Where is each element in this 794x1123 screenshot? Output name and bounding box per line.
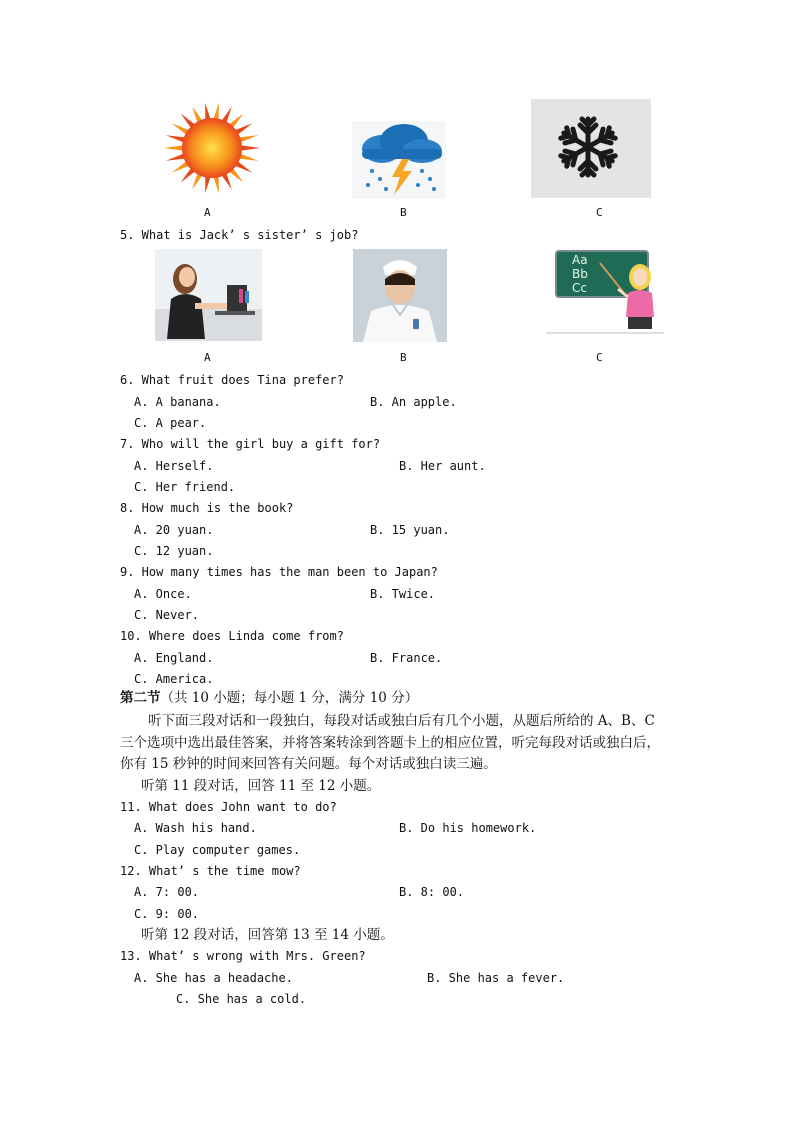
section-2-instructions-1: 听下面三段对话和一段独白，每段对话或独白后有几个小题，从题后所给的 A、B、C	[148, 713, 655, 729]
q7-option-b: B. Her aunt.	[399, 459, 486, 473]
question-11: 11. What does John want to do?	[120, 800, 337, 814]
job-label-a: A	[204, 351, 211, 364]
thunderstorm-picture	[352, 121, 446, 199]
question-5: 5. What is Jack’ s sister’ s job?	[120, 228, 359, 242]
section-2-instructions-2: 三个选项中选出最佳答案，并将答案转涂到答题卡上的相应位置，听完每段对话或独白后，	[120, 735, 660, 751]
q13-option-b: B. She has a fever.	[427, 971, 565, 985]
q7-option-c: C. Her friend.	[134, 480, 236, 494]
q8-option-a: A. 20 yuan.	[134, 523, 214, 537]
sun-picture	[150, 98, 274, 198]
q12-option-b: B. 8: 00.	[399, 885, 465, 899]
nurse-picture	[353, 249, 447, 342]
sun-ray	[240, 145, 260, 151]
question-6: 6. What fruit does Tina prefer?	[120, 373, 344, 387]
board-text-cc: Cc	[572, 281, 587, 295]
question-7: 7. Who will the girl buy a gift for?	[120, 437, 381, 451]
weather-label-c: C	[596, 206, 603, 219]
q10-option-c: C. America.	[134, 672, 214, 686]
q6-option-c: C. A pear.	[134, 416, 207, 430]
sun-ray	[164, 145, 184, 151]
weather-label-b: B	[400, 206, 407, 219]
q9-option-c: C. Never.	[134, 608, 200, 622]
q8-option-b: B. 15 yuan.	[370, 523, 450, 537]
question-8: 8. How much is the book?	[120, 501, 294, 515]
listen-dialogue-12: 听第 12 段对话，回答第 13 至 14 小题。	[141, 927, 394, 943]
sun-icon	[150, 98, 274, 198]
q8-option-c: C. 12 yuan.	[134, 544, 214, 558]
q13-option-a: A. She has a headache.	[134, 971, 293, 985]
q11-option-b: B. Do his homework.	[399, 821, 537, 835]
snowflake-icon	[531, 99, 651, 198]
q10-option-b: B. France.	[370, 651, 443, 665]
listen-dialogue-11: 听第 11 段对话，回答 11 至 12 小题。	[141, 778, 381, 794]
office-worker-picture	[155, 249, 262, 341]
q7-option-a: A. Herself.	[134, 459, 214, 473]
q9-option-b: B. Twice.	[370, 587, 436, 601]
section-2-heading-line	[120, 689, 418, 707]
q10-option-a: A. England.	[134, 651, 214, 665]
q12-option-a: A. 7: 00.	[134, 885, 200, 899]
board-text-aa: Aa	[572, 253, 588, 267]
section-2-instructions-3: 你有 15 秒钟的时间来回答有关问题。每个对话或独白读三遍。	[120, 756, 497, 772]
question-13: 13. What’ s wrong with Mrs. Green?	[120, 949, 366, 963]
question-10: 10. Where does Linda come from?	[120, 629, 344, 643]
weather-label-a: A	[204, 206, 211, 219]
q9-option-a: A. Once.	[134, 587, 192, 601]
snow-picture	[531, 99, 651, 198]
job-label-b: B	[400, 351, 407, 364]
q11-option-c: C. Play computer games.	[134, 843, 301, 857]
q11-option-a: A. Wash his hand.	[134, 821, 257, 835]
section-2-note: （共 10 小题；每小题 1 分，满分 10 分）	[160, 690, 419, 706]
teacher-picture	[546, 247, 664, 343]
thunderstorm-cloud-icon	[352, 121, 446, 199]
section-2-heading: 第二节	[120, 690, 161, 706]
question-12: 12. What’ s the time mow?	[120, 864, 301, 878]
q6-option-a: A. A banana.	[134, 395, 221, 409]
q12-option-c: C. 9: 00.	[134, 907, 200, 921]
q6-option-b: B. An apple.	[370, 395, 457, 409]
board-text-bb: Bb	[572, 267, 588, 281]
q13-option-c: C. She has a cold.	[176, 992, 307, 1006]
job-label-c: C	[596, 351, 603, 364]
question-9: 9. How many times has the man been to Japan?	[120, 565, 438, 579]
